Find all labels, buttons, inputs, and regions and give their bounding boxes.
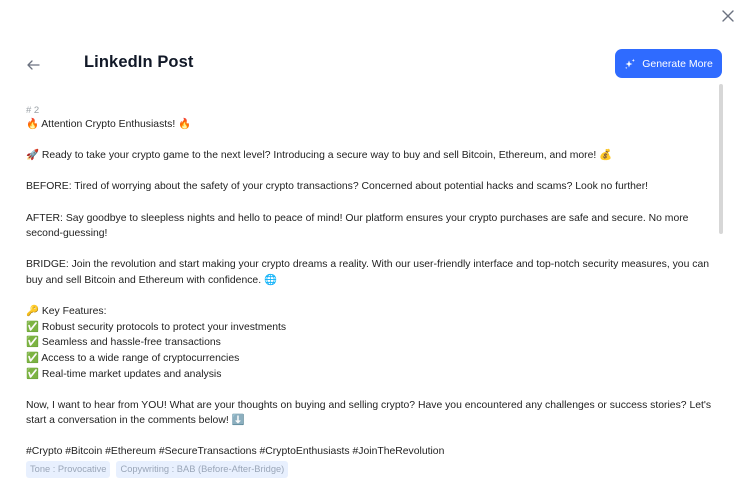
generate-more-label: Generate More bbox=[642, 57, 713, 70]
post-line-call-to-action: Now, I want to hear from YOU! What are your thoughts on buying and selling crypto? Have you encountered any challenges or success stories? Let's start a conversation in the comments below! ⬇️ bbox=[26, 399, 712, 427]
post-line-feature-1: ✅ Robust security protocols to protect your investments bbox=[26, 321, 287, 333]
arrow-left-icon bbox=[27, 60, 40, 70]
close-button[interactable] bbox=[719, 7, 737, 25]
close-icon bbox=[722, 10, 734, 22]
post-content bbox=[26, 105, 718, 460]
post-line-feature-3: ✅ Access to a wide range of cryptocurrencies bbox=[26, 352, 240, 364]
post-tags bbox=[26, 461, 288, 478]
scrollbar-thumb[interactable] bbox=[719, 84, 723, 234]
post-line-before: BEFORE: Tired of worrying about the safety of your crypto transactions? Concerned about potential hacks and scams? Look no further! bbox=[26, 181, 649, 193]
tone-tag: Tone : Provocative bbox=[26, 461, 110, 478]
sparkles-icon bbox=[624, 58, 636, 70]
copywriting-tag: Copywriting : BAB (Before-After-Bridge) bbox=[116, 461, 288, 478]
generate-more-button[interactable] bbox=[615, 49, 722, 78]
post-index: # 2 bbox=[26, 105, 40, 116]
post-line-after: AFTER: Say goodbye to sleepless nights and hello to peace of mind! Our platform ensures your crypto purchases are safe and secure. No more second-guessing! bbox=[26, 212, 689, 240]
post-line-feature-2: ✅ Seamless and hassle-free transactions bbox=[26, 337, 221, 349]
post-line-features-heading: 🔑 Key Features: bbox=[26, 306, 107, 318]
post-line-headline: 🔥 Attention Crypto Enthusiasts! 🔥 bbox=[26, 119, 192, 130]
post-line-intro: 🚀 Ready to take your crypto game to the next level? Introducing a secure way to buy and sell Bitcoin, Ethereum, and more! 💰 bbox=[26, 150, 613, 162]
post-line-bridge: BRIDGE: Join the revolution and start making your crypto dreams a reality. With our user-friendly interface and top-notch security measures, you can buy and sell Bitcoin and Ethereum with confidence. 🌐 bbox=[26, 259, 710, 286]
post-line-feature-4: ✅ Real-time market updates and analysis bbox=[26, 368, 222, 380]
page-title: LinkedIn Post bbox=[84, 53, 194, 71]
back-button[interactable] bbox=[24, 56, 42, 74]
post-line-hashtags: #Crypto #Bitcoin #Ethereum #SecureTransactions #CryptoEnthusiasts #JoinTheRevolution bbox=[26, 446, 445, 458]
